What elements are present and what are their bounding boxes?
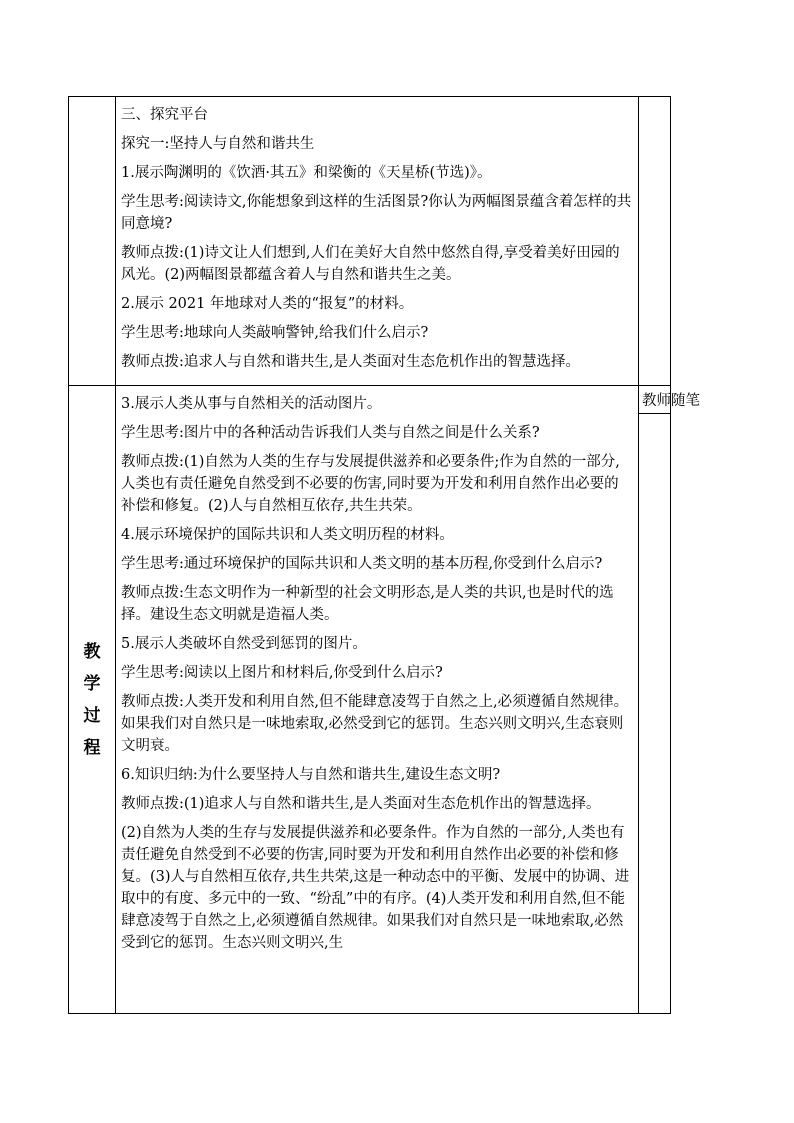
notes-cell xyxy=(639,386,700,1014)
table-row xyxy=(69,97,671,386)
student-thinking: 学生思考:阅读诗文,你能想象到这样的生活图景?你认为两幅图景蕴含着怎样的共同意境? xyxy=(121,194,632,232)
section-heading: 三、探究平台 xyxy=(121,107,208,123)
teacher-guidance: 教师点拨:(1)诗文让人们想到,人们在美好大自然中悠然自得,享受着美好田园的风光。(2)两幅图景都蕴含着人与自然和谐共生之美。 xyxy=(121,245,620,283)
section-label-char: 过 xyxy=(83,705,101,726)
student-thinking: 学生思考:阅读以上图片和材料后,你受到什么启示? xyxy=(121,665,443,681)
teacher-guidance-continued: (2)自然为人类的生存与发展提供滋养和必要条件。作为自然的一部分,人类也有责任避免自然受到不必要的伤害,同时要为开发和利用自然作出必要的补偿和修复。(3)人与自然相互依存,共生共荣,这是一种动态中的平衡、发展中的协调、进取中的有度、多元中的一致、“纷乱”中的有序。(4)人类开发和利用自然,但不能肆意凌驾于自然之上,必须遵循自然规律。如果我们对自然只是一味地索取,必然受到它的惩罚。生态兴则文明兴,生 xyxy=(121,825,630,951)
label-cell-empty xyxy=(69,97,116,386)
content-cell xyxy=(116,97,639,386)
activity-item: 5.展示人类破坏自然受到惩罚的图片。 xyxy=(121,636,367,652)
knowledge-summary: 6.知识归纳:为什么要坚持人与自然和谐共生,建设生态文明? xyxy=(121,767,501,783)
teacher-guidance: 教师点拨:人类开发和利用自然,但不能肆意凌驾于自然之上,必须遵循自然规律。如果我们对自然只是一味地索取,必然受到它的惩罚。生态兴则文明兴,生态衰则文明衰。 xyxy=(121,694,629,754)
inquiry-title: 探究一:坚持人与自然和谐共生 xyxy=(121,136,315,152)
activity-item: 3.展示人类从事与自然相关的活动图片。 xyxy=(121,396,382,412)
section-label-char: 程 xyxy=(83,737,101,758)
activity-item: 2.展示 2021 年地球对人类的“报复”的材料。 xyxy=(121,296,414,312)
section-label-cell xyxy=(69,386,116,1014)
notes-cell-empty xyxy=(639,97,671,386)
lesson-plan-table xyxy=(68,96,700,1014)
section-label-char: 学 xyxy=(83,673,101,694)
teacher-guidance: 教师点拨:(1)自然为人类的生存与发展提供滋养和必要条件;作为自然的一部分,人类也有责任避免自然受到不必要的伤害,同时要为开发和利用自然作出必要的补偿和修复。(2)人与自然相互依存,共生共荣。 xyxy=(121,454,620,514)
teacher-guidance: 教师点拨:生态文明作为一种新型的社会文明形态,是人类的共识,也是时代的选择。建设生态文明就是造福人类。 xyxy=(121,585,614,623)
student-thinking: 学生思考:地球向人类敲响警钟,给我们什么启示? xyxy=(121,325,429,341)
teacher-guidance: 教师点拨:(1)追求人与自然和谐共生,是人类面对生态危机作出的智慧选择。 xyxy=(121,796,601,812)
teacher-notes-label: 教师随笔 xyxy=(642,393,700,409)
table-row xyxy=(69,386,671,1014)
student-thinking: 学生思考:通过环境保护的国际共识和人类文明的基本历程,你受到什么启示? xyxy=(121,556,603,572)
teacher-guidance: 教师点拨:追求人与自然和谐共生,是人类面对生态危机作出的智慧选择。 xyxy=(121,354,580,370)
student-thinking: 学生思考:图片中的各种活动告诉我们人类与自然之间是什么关系? xyxy=(121,425,540,441)
content-cell xyxy=(116,386,639,1014)
activity-item: 1.展示陶渊明的《饮酒·其五》和梁衡的《天星桥(节选)》。 xyxy=(121,165,492,181)
section-label-char: 教 xyxy=(83,641,101,662)
activity-item: 4.展示环境保护的国际共识和人类文明历程的材料。 xyxy=(121,527,454,543)
